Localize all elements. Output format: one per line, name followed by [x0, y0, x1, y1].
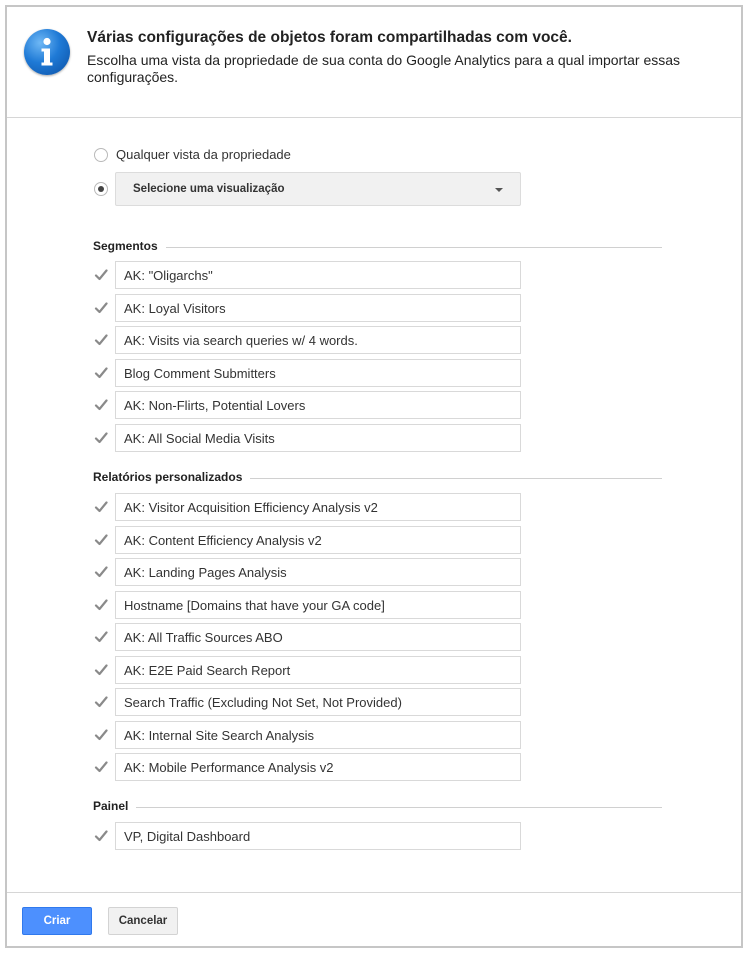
config-item: [94, 424, 275, 452]
section-title: Painel: [93, 799, 129, 813]
config-item-name: AK: Non-Flirts, Potential Lovers: [124, 398, 306, 413]
config-item-name-field[interactable]: [115, 294, 521, 322]
config-item-name-field[interactable]: [115, 391, 521, 419]
config-item: [94, 558, 287, 586]
config-item: [94, 753, 334, 781]
config-item: [94, 591, 385, 619]
create-button[interactable]: Criar: [22, 907, 92, 935]
checkbox-checked-icon[interactable]: [94, 366, 108, 380]
config-item-name-field[interactable]: [115, 526, 521, 554]
config-item-name: VP, Digital Dashboard: [124, 829, 251, 844]
section-title: Segmentos: [93, 239, 158, 253]
checkbox-checked-icon[interactable]: [94, 598, 108, 612]
config-item-name: AK: Visitor Acquisition Efficiency Analysis v2: [124, 500, 378, 515]
any-view-radio[interactable]: [94, 148, 108, 162]
import-dialog: [5, 5, 743, 948]
footer-divider: [7, 892, 741, 893]
checkbox-checked-icon[interactable]: [94, 333, 108, 347]
config-item-name: AK: Loyal Visitors: [124, 300, 226, 316]
checkbox-checked-icon[interactable]: [94, 760, 108, 774]
config-item-name-field[interactable]: [115, 623, 521, 651]
config-item: [94, 391, 306, 419]
config-item-name-field[interactable]: [115, 753, 521, 781]
config-item-name: AK: Mobile Performance Analysis v2: [124, 760, 334, 775]
view-select-dropdown[interactable]: [115, 172, 521, 206]
config-item-name: AK: Content Efficiency Analysis v2: [124, 532, 322, 548]
dialog-description: Escolha uma vista da propriedade de sua conta do Google Analytics para a qual importar essas configurações.: [87, 52, 681, 85]
dialog-title: Várias configurações de objetos foram compartilhadas com você.: [87, 29, 572, 46]
config-item-name-field[interactable]: [115, 591, 521, 619]
checkbox-checked-icon[interactable]: [94, 500, 108, 514]
checkbox-checked-icon[interactable]: [94, 533, 108, 547]
chevron-down-icon: [495, 188, 503, 192]
config-item: [94, 261, 213, 289]
checkbox-checked-icon[interactable]: [94, 630, 108, 644]
config-item-name: Hostname [Domains that have your GA code]: [124, 597, 385, 613]
config-item-name-field[interactable]: [115, 656, 521, 684]
config-item-name: AK: E2E Paid Search Report: [124, 662, 291, 678]
checkbox-checked-icon[interactable]: [94, 398, 108, 412]
config-item-name-field[interactable]: [115, 558, 521, 586]
config-item: [94, 656, 291, 684]
config-item: [94, 721, 315, 749]
info-icon: [24, 29, 70, 75]
config-item: [94, 526, 322, 554]
config-item-name-field[interactable]: [115, 326, 521, 354]
config-item: [94, 493, 378, 521]
section-title: Relatórios personalizados: [93, 470, 243, 484]
checkbox-checked-icon[interactable]: [94, 565, 108, 579]
config-item-name: AK: All Social Media Visits: [124, 430, 275, 446]
config-item-name-field[interactable]: [115, 424, 521, 452]
select-view-option[interactable]: [94, 182, 108, 196]
config-item: [94, 326, 358, 354]
dialog-header: [7, 7, 741, 118]
config-item-name: Blog Comment Submitters: [124, 365, 276, 381]
view-select-label: Selecione uma visualização: [133, 183, 285, 195]
config-item-name: AK: All Traffic Sources ABO: [124, 630, 283, 645]
section-divider: [250, 478, 662, 479]
checkbox-checked-icon[interactable]: [94, 301, 108, 315]
config-item-name: AK: Visits via search queries w/ 4 words.: [124, 333, 358, 348]
checkbox-checked-icon[interactable]: [94, 695, 108, 709]
config-item-name-field[interactable]: [115, 688, 521, 716]
any-view-option[interactable]: [94, 147, 291, 162]
config-item-name-field[interactable]: [115, 822, 521, 850]
config-item: [94, 822, 251, 850]
config-item: [94, 688, 402, 716]
checkbox-checked-icon[interactable]: [94, 829, 108, 843]
config-item-name: AK: Landing Pages Analysis: [124, 565, 287, 580]
checkbox-checked-icon[interactable]: [94, 663, 108, 677]
section-divider: [136, 807, 662, 808]
config-item-name: AK: "Oligarchs": [124, 268, 213, 283]
checkbox-checked-icon[interactable]: [94, 431, 108, 445]
any-view-label: Qualquer vista da propriedade: [116, 147, 291, 162]
config-item-name-field[interactable]: [115, 721, 521, 749]
config-item-name-field[interactable]: [115, 261, 521, 289]
config-item-name: Search Traffic (Excluding Not Set, Not Provided): [124, 695, 402, 710]
config-item: [94, 294, 226, 322]
select-view-radio[interactable]: [94, 182, 108, 196]
checkbox-checked-icon[interactable]: [94, 268, 108, 282]
config-item-name-field[interactable]: [115, 359, 521, 387]
checkbox-checked-icon[interactable]: [94, 728, 108, 742]
section-divider: [166, 247, 662, 248]
config-item: [94, 359, 276, 387]
config-item: [94, 623, 283, 651]
config-item-name-field[interactable]: [115, 493, 521, 521]
config-item-name: AK: Internal Site Search Analysis: [124, 727, 315, 743]
cancel-button[interactable]: Cancelar: [108, 907, 178, 935]
